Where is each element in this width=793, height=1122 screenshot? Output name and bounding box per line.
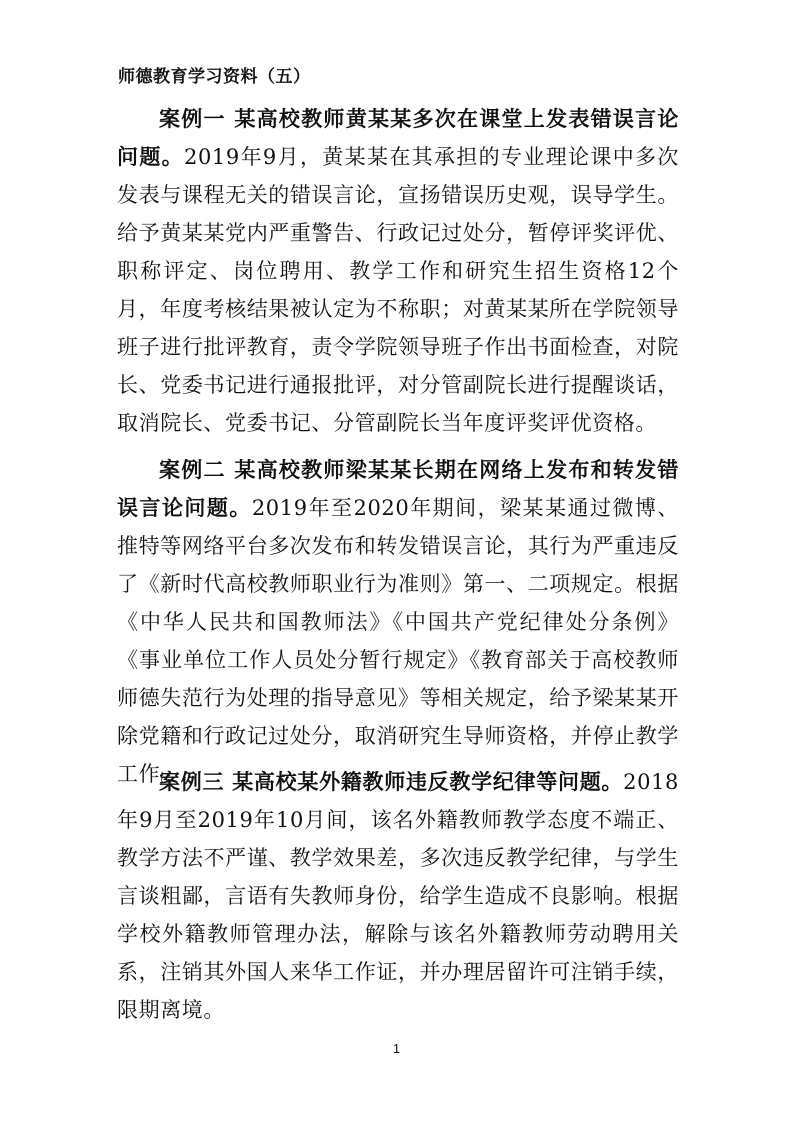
case-body: 2019年9月，黄某某在其承担的专业理论课中多次发表与课程无关的错误言论，宣扬错误历史观，误导学生。给予黄某某党内严重警告、行政记过处分，暂停评奖评优、职称评定、岗位聘用、教学工作和研究生招生资格12个月，年度考核结果被认定为不称职；对黄某某所在学院领导班子进行批评教育，责令学院领导班子作出书面检查，对院长、党委书记进行通报批评，对分管副院长进行提醒谈话，取消院长、党委书记、分管副院长当年度评奖评优资格。 (117, 145, 679, 435)
case-paragraph (117, 763, 679, 1029)
case-body: 2019年至2020年期间，梁某某通过微博、推特等网络平台多次发布和转发错误言论，其行为严重违反了《新时代高校教师职业行为准则》第一、二项规定。根据《中华人民共和国教师法》《中国共产党纪律处分条例》《事业单位工作人员处分暂行规定》《教育部关于高校教师师德失范行为处理的指导意见》等相关规定，给予梁某某开除党籍和行政记过处分，取消研究生导师资格，并停止教学工作。 (117, 496, 679, 786)
case-paragraph (117, 100, 679, 442)
case-title: 案例三 某高校某外籍教师违反教学纪律等问题。 (159, 769, 624, 794)
case-body: 2018年9月至2019年10月间，该名外籍教师教学态度不端正、教学方法不严谨、教学效果差，多次违反教学纪律，与学生言谈粗鄙，言语有失教师身份，给学生造成不良影响。根据学校外籍教师管理办法，解除与该名外籍教师劳动聘用关系，注销其外国人来华工作证，并办理居留许可注销手续，限期离境。 (117, 770, 679, 1022)
document-header: 师德教育学习资料（五） (118, 67, 311, 87)
page-number: 1 (392, 1041, 401, 1056)
case-title: 案例二 某高校教师梁某某长期在网络上发布和转发错误言论问题。 (117, 457, 679, 520)
case-paragraph (117, 451, 679, 793)
case-title: 案例一 某高校教师黄某某多次在课堂上发表错误言论问题。 (117, 106, 679, 169)
